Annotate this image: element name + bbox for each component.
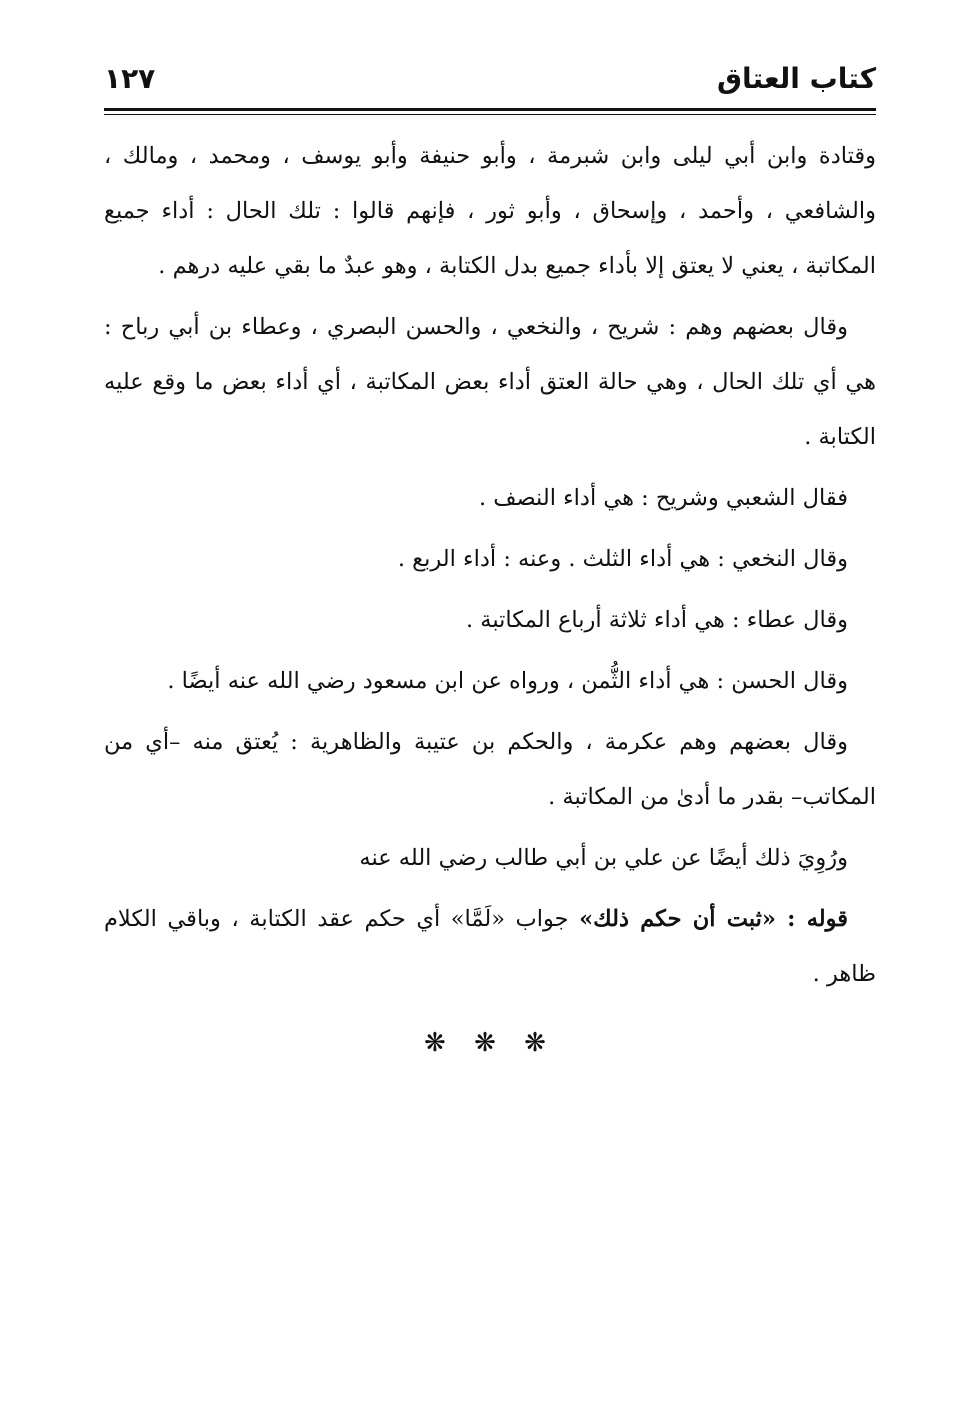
paragraph: وقتادة وابن أبي ليلى وابن شبرمة ، وأبو حنيفة وأبو يوسف ، ومحمد ، ومالك ، والشافعي ، وأحمد ، وإسحاق ، وأبو ثور ، فإنهم قالوا : تلك الحال : أداء جميع المكاتبة ، يعني لا يعتق إلا بأداء جميع بدل الكتابة ، وهو عبدٌ ما بقي عليه درهم . (104, 143, 876, 279)
paragraph: فقال الشعبي وشريح : هي أداء النصف . (478, 485, 848, 511)
commentary-text: جواب «لَمَّا» أي حكم عقد الكتابة ، وباقي الكلام ظاهر . (104, 906, 876, 987)
quoted-lemma: قوله : «ثبت أن حكم ذلك» (579, 906, 848, 932)
section-separator: ❋ ❋ ❋ (424, 1028, 556, 1058)
paragraph: وقال بعضهم وهم : شريح ، والنخعي ، والحسن البصري ، وعطاء بن أبي رباح : هي أي تلك الحال ، وهي حالة العتق أداء بعض المكاتبة ، أي أداء بعض ما وقع عليه الكتابة . (104, 314, 876, 450)
book-page (104, 62, 876, 1058)
paragraph: وقال الحسن : هي أداء الثُّمن ، ورواه عن ابن مسعود رضي الله عنه أيضًا . (167, 668, 848, 694)
paragraph: وقال بعضهم وهم عكرمة ، والحكم بن عتيبة والظاهرية : يُعتق منه –أي من المكاتب– بقدر ما أدىٰ من المكاتبة . (104, 729, 876, 810)
page-header (104, 62, 876, 106)
header-rule (104, 108, 876, 115)
paragraph: وقال النخعي : هي أداء الثلث . وعنه : أداء الربع . (397, 546, 848, 572)
paragraph: وقال عطاء : هي أداء ثلاثة أرباع المكاتبة . (466, 607, 848, 633)
final-paragraph (104, 892, 876, 1002)
page-number: ١٢٧ (104, 62, 156, 95)
chapter-title: كتاب العتاق (716, 62, 876, 95)
page-body (104, 129, 876, 1002)
paragraph: ورُوِيَ ذلك أيضًا عن علي بن أبي طالب رضي الله عنه (359, 845, 848, 871)
